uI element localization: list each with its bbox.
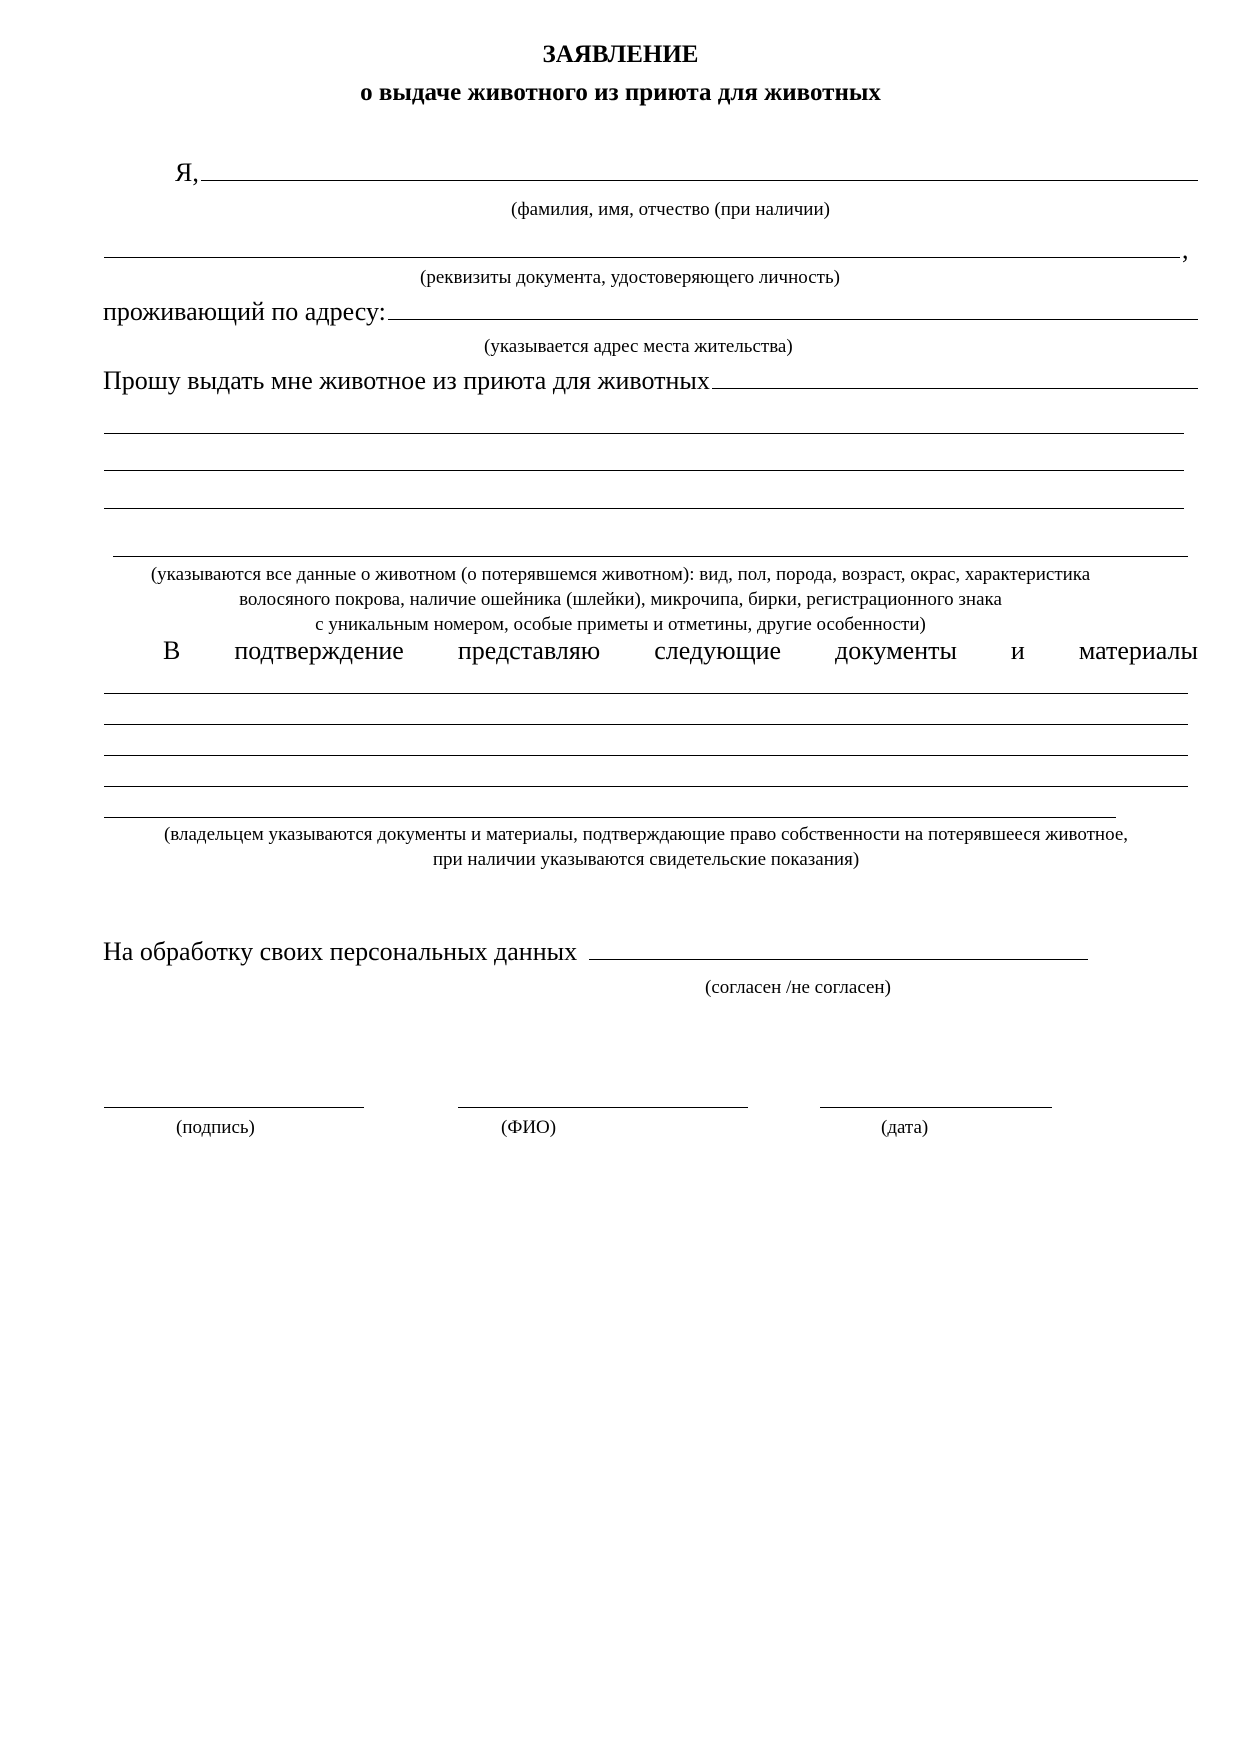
- signature-hint: (подпись): [176, 1117, 255, 1138]
- evidence-line[interactable]: [104, 817, 1116, 818]
- address-row: [103, 297, 1198, 327]
- evidence-word: следующие: [654, 636, 782, 665]
- evidence-hint-2: при наличии указываются свидетельские показания): [432, 849, 860, 870]
- date-field[interactable]: [820, 1107, 1052, 1108]
- animal-data-line[interactable]: [104, 433, 1184, 434]
- id-document-comma: ,: [1182, 235, 1189, 264]
- evidence-word: и: [1010, 636, 1025, 665]
- address-field[interactable]: [388, 319, 1198, 320]
- evidence-word: В: [163, 636, 181, 665]
- address-label: проживающий по адресу:: [103, 297, 386, 326]
- animal-data-line[interactable]: [104, 470, 1184, 471]
- date-hint: (дата): [881, 1117, 929, 1138]
- applicant-name-field[interactable]: [201, 180, 1198, 181]
- consent-hint: (согласен /не согласен): [705, 977, 891, 998]
- address-hint: (указывается адрес места жительства): [484, 336, 793, 357]
- animal-data-line[interactable]: [113, 556, 1188, 557]
- evidence-word: подтверждение: [234, 636, 404, 665]
- consent-label: На обработку своих персональных данных: [103, 937, 578, 966]
- evidence-line[interactable]: [104, 786, 1188, 787]
- id-document-field[interactable]: [104, 257, 1180, 258]
- fio-hint: (ФИО): [501, 1117, 557, 1138]
- id-document-hint: (реквизиты документа, удостоверяющего личность): [420, 267, 840, 288]
- consent-field[interactable]: [589, 959, 1088, 960]
- fio-field[interactable]: [458, 1107, 748, 1108]
- animal-data-hint-1: (указываются все данные о животном (о потерявшемся животном): вид, пол, порода, возраст, окрас, характеристика: [150, 564, 1091, 585]
- evidence-word: документы: [835, 636, 957, 665]
- animal-data-hint-3: с уникальным номером, особые приметы и отметины, другие особенности): [315, 614, 926, 635]
- evidence-word: представляю: [457, 636, 601, 665]
- signature-field[interactable]: [104, 1107, 364, 1108]
- request-label: Прошу выдать мне животное из приюта для животных: [103, 366, 710, 395]
- request-field[interactable]: [712, 388, 1198, 389]
- evidence-heading: [163, 636, 1198, 666]
- applicant-prefix: Я,: [175, 158, 199, 187]
- evidence-word: материалы: [1078, 636, 1198, 665]
- evidence-line[interactable]: [104, 724, 1188, 725]
- applicant-name-hint: (фамилия, имя, отчество (при наличии): [511, 199, 830, 220]
- animal-data-hint-2: волосяного покрова, наличие ошейника (шлейки), микрочипа, бирки, регистрационного знака: [239, 589, 1002, 610]
- consent-row: [103, 937, 1088, 967]
- evidence-hint-1: (владельцем указываются документы и материалы, подтверждающие право собственности на потерявшееся животное,: [163, 824, 1129, 845]
- evidence-line[interactable]: [104, 693, 1188, 694]
- evidence-line[interactable]: [104, 755, 1188, 756]
- applicant-name-row: [175, 158, 1198, 188]
- document-title: ЗАЯВЛЕНИЕ: [542, 41, 699, 68]
- animal-data-line[interactable]: [104, 508, 1184, 509]
- request-row: [103, 366, 1198, 396]
- document-subtitle: о выдаче животного из приюта для животных: [360, 79, 881, 106]
